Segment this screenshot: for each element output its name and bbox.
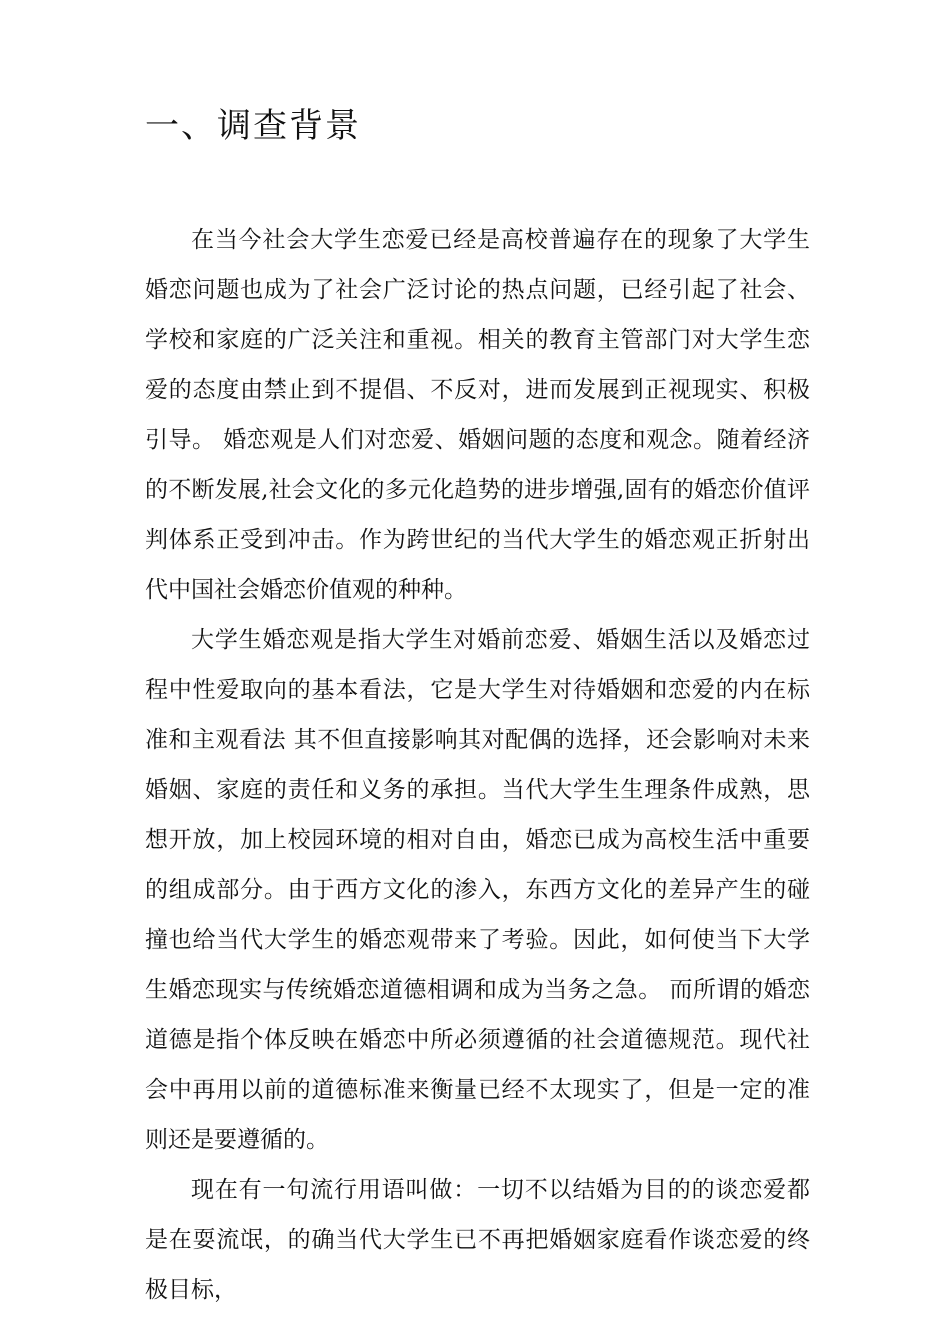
paragraph-2: 大学生婚恋观是指大学生对婚前恋爱、婚姻生活以及婚恋过程中性爱取向的基本看法，它是大学生对待婚姻和恋爱的内在标准和主观看法 其不但直接影响其对配偶的选择，还会影响对未来婚姻、家庭的责任和义务的承担。当代大学生生理条件成熟，思想开放，加上校园环境的相对自由，婚恋已成为高校生活中重要的组成部分。由于西方文化的渗入，东西方文化的差异产生的碰撞也给当代大学生的婚恋观带来了考验。因此，如何使当下大学生婚恋现实与传统婚恋道德相调和成为当务之急。 而所谓的婚恋道德是指个体反映在婚恋中所必须遵循的社会道德规范。现代社会中再用以前的道德标准来衡量已经不太现实了，但是一定的准则还是要遵循的。: [145, 627, 810, 1153]
document-body: [145, 215, 810, 1315]
section-heading: 一、调查背景: [145, 106, 361, 146]
paragraph-3: 现在有一句流行用语叫做：一切不以结婚为目的的谈恋爱都是在耍流氓，的确当代大学生已不再把婚姻家庭看作谈恋爱的终极目标，: [145, 1177, 810, 1303]
paragraph-1: 在当今社会大学生恋爱已经是高校普遍存在的现象了大学生婚恋问题也成为了社会广泛讨论的热点问题，已经引起了社会、学校和家庭的广泛关注和重视。相关的教育主管部门对大学生恋爱的态度由禁止到不提倡、不反对，进而发展到正视现实、积极引导。 婚恋观是人们对恋爱、婚姻问题的态度和观念。随着经济的不断发展,社会文化的多元化趋势的进步增强,固有的婚恋价值评判体系正受到冲击。作为跨世纪的当代大学生的婚恋观正折射出代中国社会婚恋价值观的种种。: [145, 227, 810, 603]
